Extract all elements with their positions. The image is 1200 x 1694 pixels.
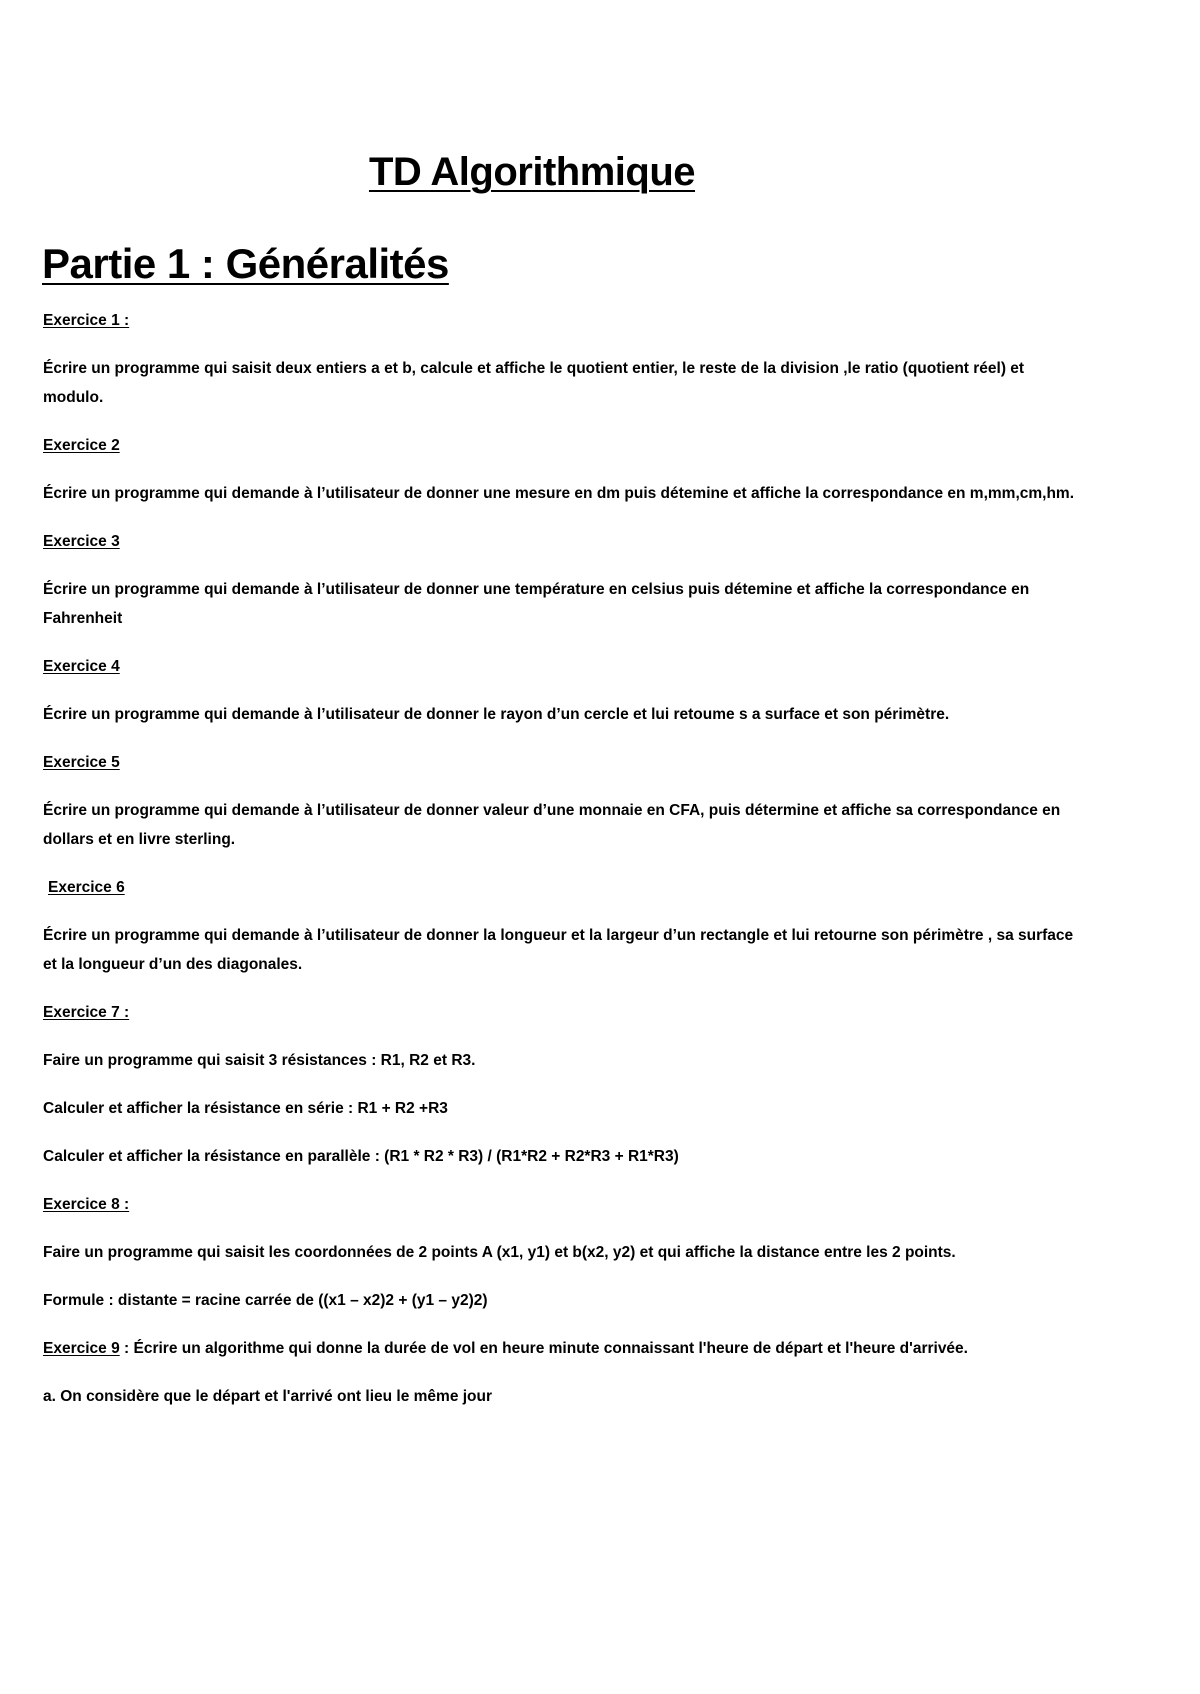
exercise-2-statement: Écrire un programme qui demande à l’utilisateur de donner une mesure en dm puis détemine et affiche la correspondance en m,mm,cm,hm. — [43, 485, 1075, 502]
exercise-7-statement: Faire un programme qui saisit 3 résistances : R1, R2 et R3. — [43, 1052, 476, 1069]
exercise-6-statement: Écrire un programme qui demande à l’utilisateur de donner la longueur et la largeur d’un rectangle et lui retourne son périmètre , sa surface et la longueur d’un des diagonales. — [43, 927, 1074, 973]
exercise-4-heading-text: Exercice 4 — [43, 658, 120, 675]
exercise-4-statement: Écrire un programme qui demande à l’utilisateur de donner le rayon d’un cercle et lui retoume s a surface et son périmètre. — [43, 706, 950, 723]
exercise-1-heading — [43, 306, 1083, 335]
exercise-9-statement — [43, 1334, 1083, 1363]
exercise-1-statement: Écrire un programme qui saisit deux entiers a et b, calcule et affiche le quotient entier, le reste de la division ,le ratio (quotient réel) et modulo. — [43, 360, 1025, 406]
exercise-8-heading — [43, 1190, 1083, 1219]
exercise-3-heading-text: Exercice 3 — [43, 533, 120, 550]
exercise-1-heading-text: Exercice 1 : — [43, 312, 130, 329]
exercise-7-parallel-formula: Calculer et afficher la résistance en parallèle : (R1 * R2 * R3) / (R1*R2 + R2*R3 + R1*R3) — [43, 1148, 679, 1165]
exercise-list — [43, 306, 1083, 1430]
exercise-2-heading-text: Exercice 2 — [43, 437, 120, 454]
exercise-3-heading — [43, 527, 1083, 556]
exercise-5-heading-text: Exercice 5 — [43, 754, 120, 771]
exercise-9-statement-text: : Écrire un algorithme qui donne la durée de vol en heure minute connaissant l'heure de départ et l'heure d'arrivée. — [119, 1340, 968, 1357]
exercise-9-part-a: a. On considère que le départ et l'arrivé ont lieu le même jour — [43, 1388, 493, 1405]
exercise-7-series-formula: Calculer et afficher la résistance en série : R1 + R2 +R3 — [43, 1100, 448, 1117]
exercise-6-heading-text: Exercice 6 — [48, 879, 125, 896]
exercise-6-heading — [43, 873, 1083, 902]
exercise-4-heading — [43, 652, 1083, 681]
exercise-8-heading-text: Exercice 8 : — [43, 1196, 130, 1213]
exercise-8-formula: Formule : distante = racine carrée de ((x1 – x2)2 + (y1 – y2)2) — [43, 1292, 488, 1309]
exercise-3-statement: Écrire un programme qui demande à l’utilisateur de donner une température en celsius puis détemine et affiche la correspondance en Fahrenheit — [43, 581, 1030, 627]
exercise-7-heading — [43, 998, 1083, 1027]
exercise-8-statement: Faire un programme qui saisit les coordonnées de 2 points A (x1, y1) et b(x2, y2) et qui affiche la distance entre les 2 points. — [43, 1244, 956, 1261]
exercise-5-statement: Écrire un programme qui demande à l’utilisateur de donner valeur d’une monnaie en CFA, puis détermine et affiche sa correspondance en dollars et en livre sterling. — [43, 802, 1061, 848]
exercise-5-heading — [43, 748, 1083, 777]
exercise-7-heading-text: Exercice 7 : — [43, 1004, 130, 1021]
exercise-9-heading-text: Exercice 9 — [43, 1340, 120, 1357]
document-title: TD Algorithmique — [368, 150, 696, 194]
exercise-2-heading — [43, 431, 1083, 460]
part-title: Partie 1 : Généralités — [42, 240, 449, 287]
